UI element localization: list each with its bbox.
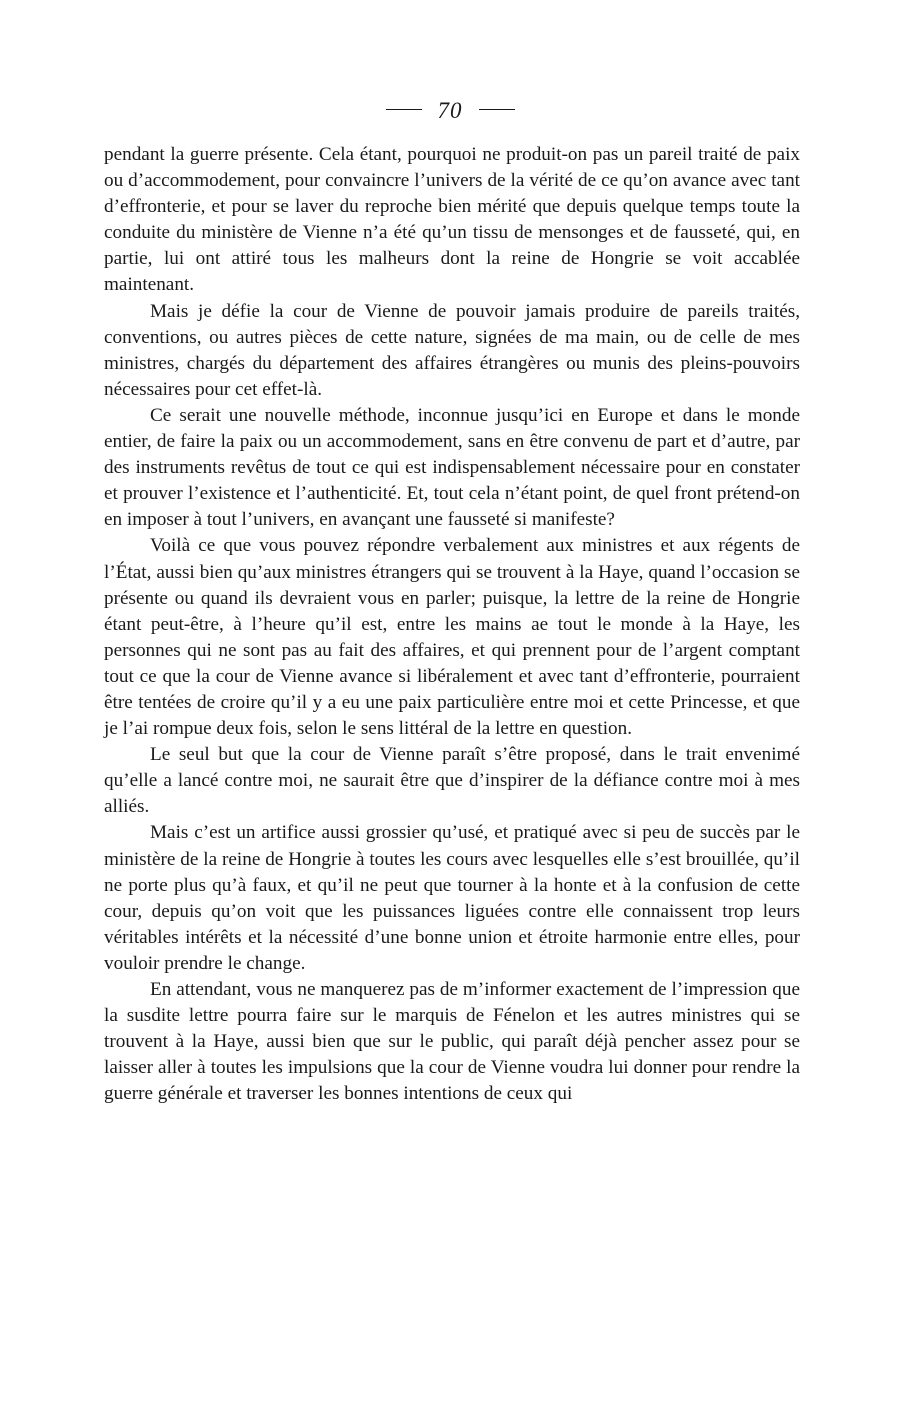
header-dash-right (479, 109, 515, 110)
page-number-header (0, 98, 900, 124)
paragraph: Ce serait une nouvelle méthode, inconnue jusqu’ici en Europe et dans le monde entier, de faire la paix ou un accommodement, sans en être convenu de part et d’autre, par des instruments revêtus de tout ce qui est indispensablement nécessaire pour en constater et prouver l’existence et l’authenticité. Et, tout cela n’étant point, de quel front prétend-on en imposer à tout l’univers, en avançant une fausseté si manifeste? (104, 404, 800, 531)
paragraph-continued: pendant la guerre présente. Cela étant, pourquoi ne produit-on pas un pareil traité de paix ou d’accommodement, pour convaincre l’univers de la vérité de ce qu’on avance avec tant d’effronterie, et pour se laver du reproche bien mérité que depuis quelque temps toute la conduite du ministère de Vienne n’a été qu’un tissu de mensonges et de fausseté, qui, en partie, lui ont attiré tous les malheurs dont la reine de Hongrie se voit accablée maintenant. (104, 144, 800, 296)
paragraph: Le seul but que la cour de Vienne paraît s’être proposé, dans le trait envenimé qu’elle a lancé contre moi, ne saurait être que d’inspirer de la défiance contre moi à mes alliés. (104, 744, 800, 818)
paragraph: Voilà ce que vous pouvez répondre verbalement aux ministres et aux régents de l’État, aussi bien qu’aux ministres étrangers qui se trouvent à la Haye, quand l’occasion se présente ou quand ils devraient vous en parler; puisque, la lettre de la reine de Hongrie étant peut-être, à l’heure qu’il est, entre les mains ae tout le monde à la Haye, les personnes qui ne sont pas au fait des affaires, et qui prennent pour de l’argent comptant tout ce que la cour de Vienne avance si libéralement et avec tant d’effronterie, pourraient être tentées de croire qu’il y a eu une paix particulière entre moi et cette Princesse, et que je l’ai rompue deux fois, selon le sens littéral de la lettre en question. (104, 535, 800, 740)
paragraph: Mais je défie la cour de Vienne de pouvoir jamais produire de pareils traités, conventions, ou autres pièces de cette nature, signées de ma main, ou de celle de mes ministres, chargés du département des affaires étrangères ou munis des pleins-pouvoirs nécessaires pour cet effet-là. (104, 300, 800, 400)
header-dash-left (386, 109, 422, 110)
body-text (104, 142, 800, 1107)
paragraph: Mais c’est un artifice aussi grossier qu’usé, et pratiqué avec si peu de succès par le ministère de la reine de Hongrie à toutes les cours avec lesquelles elle s’est brouillée, qu’il ne porte plus qu’à faux, et qu’il ne peut que tourner à la honte et à la confusion de cette cour, depuis qu’on voit que les puissances liguées contre elle connaissent trop leurs véritables intérêts et la nécessité d’une bonne union et étroite harmonie entre elles, pour vouloir prendre le change. (104, 822, 800, 974)
paragraph-continues: En attendant, vous ne manquerez pas de m’informer exactement de l’impression que la susdite lettre pourra faire sur le marquis de Fénelon et les autres ministres qui se trouvent à la Haye, aussi bien que sur le public, qui paraît déjà pencher assez pour se laisser aller à toutes les impulsions que la cour de Vienne voudra lui donner pour rendre la guerre générale et traverser les bonnes intentions de ceux qui (104, 979, 800, 1105)
page-number: 70 (437, 98, 463, 123)
